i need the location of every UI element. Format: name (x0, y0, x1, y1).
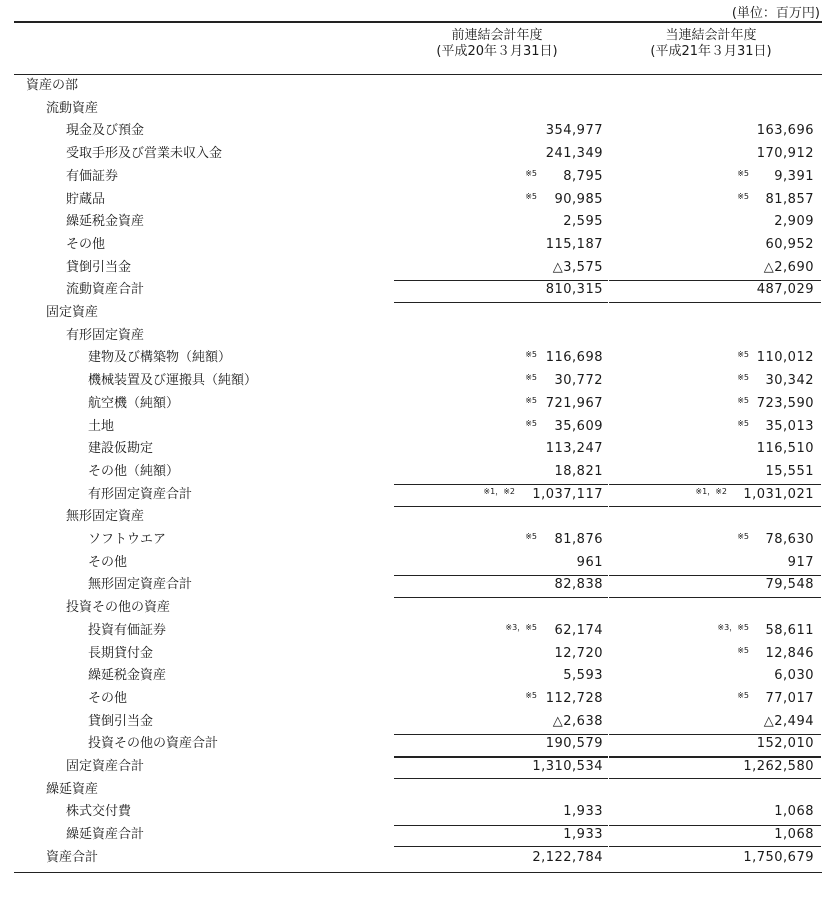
current-year-value: 1,068 (774, 804, 814, 820)
prev-year-note-mark: ※5 (525, 418, 537, 428)
current-year-note-mark: ※5 (737, 645, 749, 655)
prev-year-value: 354,977 (545, 123, 603, 139)
prev-year-value: 18,821 (554, 463, 603, 479)
prev-year-value: 30,772 (554, 373, 603, 389)
subtotal-top-rule (609, 280, 821, 281)
current-year-value: 81,857 (765, 191, 814, 207)
prev-year-value: 12,720 (554, 645, 603, 661)
subtotal-top-rule (394, 484, 608, 485)
current-year-value: 9,391 (774, 168, 814, 184)
prev-year-value: 1,933 (563, 827, 603, 843)
current-year-value: 917 (787, 554, 814, 570)
column-header-current-year (611, 28, 811, 60)
table-row (0, 166, 832, 188)
table-row (0, 461, 832, 483)
current-year-note-mark: ※5 (737, 395, 749, 405)
prev-year-value: 810,315 (545, 282, 603, 298)
row-label: その他 (88, 554, 128, 570)
table-row (0, 779, 832, 801)
current-year-value: 58,611 (765, 622, 814, 638)
row-label: その他 (88, 690, 128, 706)
prev-year-value: 2,122,784 (532, 849, 603, 865)
prev-year-value: 1,933 (563, 804, 603, 820)
column-header-date: (平成21年３月31日) (650, 44, 772, 59)
table-row (0, 552, 832, 574)
prev-year-value: 115,187 (545, 236, 603, 252)
current-year-note-mark: ※5 (737, 690, 749, 700)
table-row (0, 506, 832, 528)
current-year-value: 163,696 (756, 123, 814, 139)
table-row (0, 529, 832, 551)
prev-year-value: 81,876 (554, 532, 603, 547)
row-label: 投資有価証券 (88, 622, 167, 638)
table-row (0, 620, 832, 642)
row-label: 長期貸付金 (88, 645, 154, 661)
row-label: 資産の部 (26, 78, 79, 93)
column-header-date: (平成20年３月31日) (436, 44, 558, 59)
row-label: 貯蔵品 (66, 191, 106, 207)
row-label: 建設仮勘定 (88, 441, 154, 457)
prev-year-value: 190,579 (545, 736, 603, 752)
table-row (0, 302, 832, 324)
current-year-value: 30,342 (765, 373, 814, 389)
prev-year-value: 112,728 (545, 690, 603, 706)
current-year-value: 1,262,580 (743, 759, 814, 774)
row-label: その他 (66, 236, 106, 252)
table-row-total (0, 574, 832, 596)
column-header-prev-year (397, 28, 597, 60)
current-year-value: 77,017 (765, 690, 814, 706)
prev-year-value: 5,593 (563, 668, 603, 684)
prev-year-value: 721,967 (545, 395, 603, 411)
current-year-value: 6,030 (774, 668, 814, 684)
prev-year-value: 90,985 (554, 191, 603, 207)
current-year-note-mark: ※5 (737, 350, 749, 360)
prev-year-value: 113,247 (545, 441, 603, 457)
table-row-total (0, 824, 832, 846)
current-year-value: 170,912 (756, 146, 814, 162)
row-label: 流動資産合計 (66, 282, 145, 298)
table-row-total (0, 756, 832, 778)
prev-year-value: 2,595 (563, 214, 603, 230)
prev-year-value: 82,838 (554, 577, 603, 593)
row-label: 有形固定資産 (66, 327, 145, 343)
prev-year-note-mark: ※5 (525, 350, 537, 360)
prev-year-value: 116,698 (545, 350, 603, 366)
row-label: 貸倒引当金 (88, 713, 154, 729)
subtotal-top-rule (394, 280, 608, 281)
subtotal-top-rule (394, 734, 608, 735)
prev-year-note-mark: ※5 (525, 532, 537, 541)
unit-label: (単位：百万円) (731, 6, 820, 21)
subtotal-top-rule (609, 734, 821, 735)
current-year-note-mark: ※1，※2 (695, 486, 727, 496)
row-label: 機械装置及び運搬具（純額） (88, 373, 258, 389)
row-label: 株式交付費 (66, 804, 132, 820)
row-label: 繰延資産 (46, 781, 99, 797)
table-row (0, 438, 832, 460)
table-row-total (0, 484, 832, 506)
row-label: 貸倒引当金 (66, 259, 132, 275)
subtotal-top-rule (394, 757, 608, 758)
subtotal-top-rule (609, 825, 821, 826)
row-label: ソフトウエア (88, 532, 167, 547)
table-row (0, 688, 832, 710)
table-row (0, 801, 832, 823)
prev-year-note-mark: ※5 (525, 373, 537, 383)
prev-year-note-mark: ※1，※2 (483, 486, 515, 496)
prev-year-note-mark: ※5 (525, 690, 537, 700)
row-label: 繰延税金資産 (66, 214, 145, 230)
row-label: 資産合計 (46, 849, 99, 865)
table-row-total (0, 279, 832, 301)
row-label: 航空機（純額） (88, 395, 180, 411)
subtotal-top-rule (609, 484, 821, 485)
current-year-value: 110,012 (756, 350, 814, 366)
column-header-title: 当連結会計年度 (665, 28, 757, 43)
prev-year-note-mark: ※3，※5 (505, 622, 537, 632)
row-label: 土地 (88, 418, 115, 434)
table-row (0, 98, 832, 120)
prev-year-value: △3,575 (552, 259, 603, 275)
prev-year-value: 62,174 (554, 622, 603, 638)
prev-year-value: 961 (576, 554, 603, 570)
table-row (0, 325, 832, 347)
row-label: 繰延税金資産 (88, 668, 167, 684)
table-row (0, 75, 832, 97)
current-year-value: 1,068 (774, 827, 814, 843)
row-label: 固定資産合計 (66, 759, 145, 774)
current-year-value: 60,952 (765, 236, 814, 252)
current-year-value: 79,548 (765, 577, 814, 593)
current-year-value: △2,690 (763, 259, 814, 275)
current-year-note-mark: ※3，※5 (717, 622, 749, 632)
current-year-value: 723,590 (756, 395, 814, 411)
table-row (0, 347, 832, 369)
prev-year-value: 1,037,117 (532, 486, 603, 502)
row-label: 固定資産 (46, 305, 99, 320)
current-year-note-mark: ※5 (737, 168, 749, 178)
table-row (0, 370, 832, 392)
table-row (0, 393, 832, 415)
current-year-value: 1,750,679 (743, 849, 814, 865)
current-year-note-mark: ※5 (737, 373, 749, 383)
prev-year-note-mark: ※5 (525, 395, 537, 405)
current-year-value: 116,510 (756, 441, 814, 457)
current-year-note-mark: ※5 (737, 191, 749, 201)
row-label: 無形固定資産合計 (88, 577, 193, 593)
prev-year-value: 8,795 (563, 168, 603, 184)
row-label: 現金及び預金 (66, 123, 145, 139)
current-year-value: 487,029 (756, 282, 814, 298)
prev-year-value: △2,638 (552, 713, 603, 729)
table-row (0, 189, 832, 211)
table-row (0, 120, 832, 142)
row-label: 流動資産 (46, 100, 99, 116)
current-year-value: 12,846 (765, 645, 814, 661)
table-row (0, 643, 832, 665)
row-label: 無形固定資産 (66, 509, 145, 525)
table-row (0, 665, 832, 687)
prev-year-value: 241,349 (545, 146, 603, 162)
current-year-value: 78,630 (765, 532, 814, 547)
table-row (0, 143, 832, 165)
current-year-note-mark: ※5 (737, 418, 749, 428)
row-label: 建物及び構築物（純額） (88, 350, 232, 366)
row-label: 有形固定資産合計 (88, 486, 193, 502)
table-top-rule (14, 21, 822, 23)
subtotal-top-rule (609, 575, 821, 576)
table-row (0, 257, 832, 279)
table-bottom-rule (14, 872, 822, 873)
current-year-note-mark: ※5 (737, 532, 749, 541)
current-year-value: 2,909 (774, 214, 814, 230)
prev-year-note-mark: ※5 (525, 168, 537, 178)
table-row (0, 847, 832, 869)
table-row (0, 597, 832, 619)
current-year-value: 152,010 (756, 736, 814, 752)
table-row-total (0, 733, 832, 755)
current-year-value: 35,013 (765, 418, 814, 434)
prev-year-note-mark: ※5 (525, 191, 537, 201)
prev-year-value: 35,609 (554, 418, 603, 434)
prev-year-value: 1,310,534 (532, 759, 603, 774)
subtotal-top-rule (609, 757, 821, 758)
current-year-value: △2,494 (763, 713, 814, 729)
row-label: 投資その他の資産合計 (88, 736, 219, 752)
current-year-value: 1,031,021 (743, 486, 814, 502)
subtotal-top-rule (394, 825, 608, 826)
column-header-title: 前連結会計年度 (451, 28, 543, 43)
table-row (0, 211, 832, 233)
row-label: 繰延資産合計 (66, 827, 145, 843)
table-row (0, 416, 832, 438)
subtotal-top-rule (394, 575, 608, 576)
row-label: 有価証券 (66, 168, 119, 184)
current-year-value: 15,551 (765, 463, 814, 479)
table-row (0, 711, 832, 733)
row-label: 投資その他の資産 (66, 600, 171, 616)
row-label: その他（純額） (88, 463, 180, 479)
row-label: 受取手形及び営業未収入金 (66, 146, 223, 162)
table-row (0, 234, 832, 256)
